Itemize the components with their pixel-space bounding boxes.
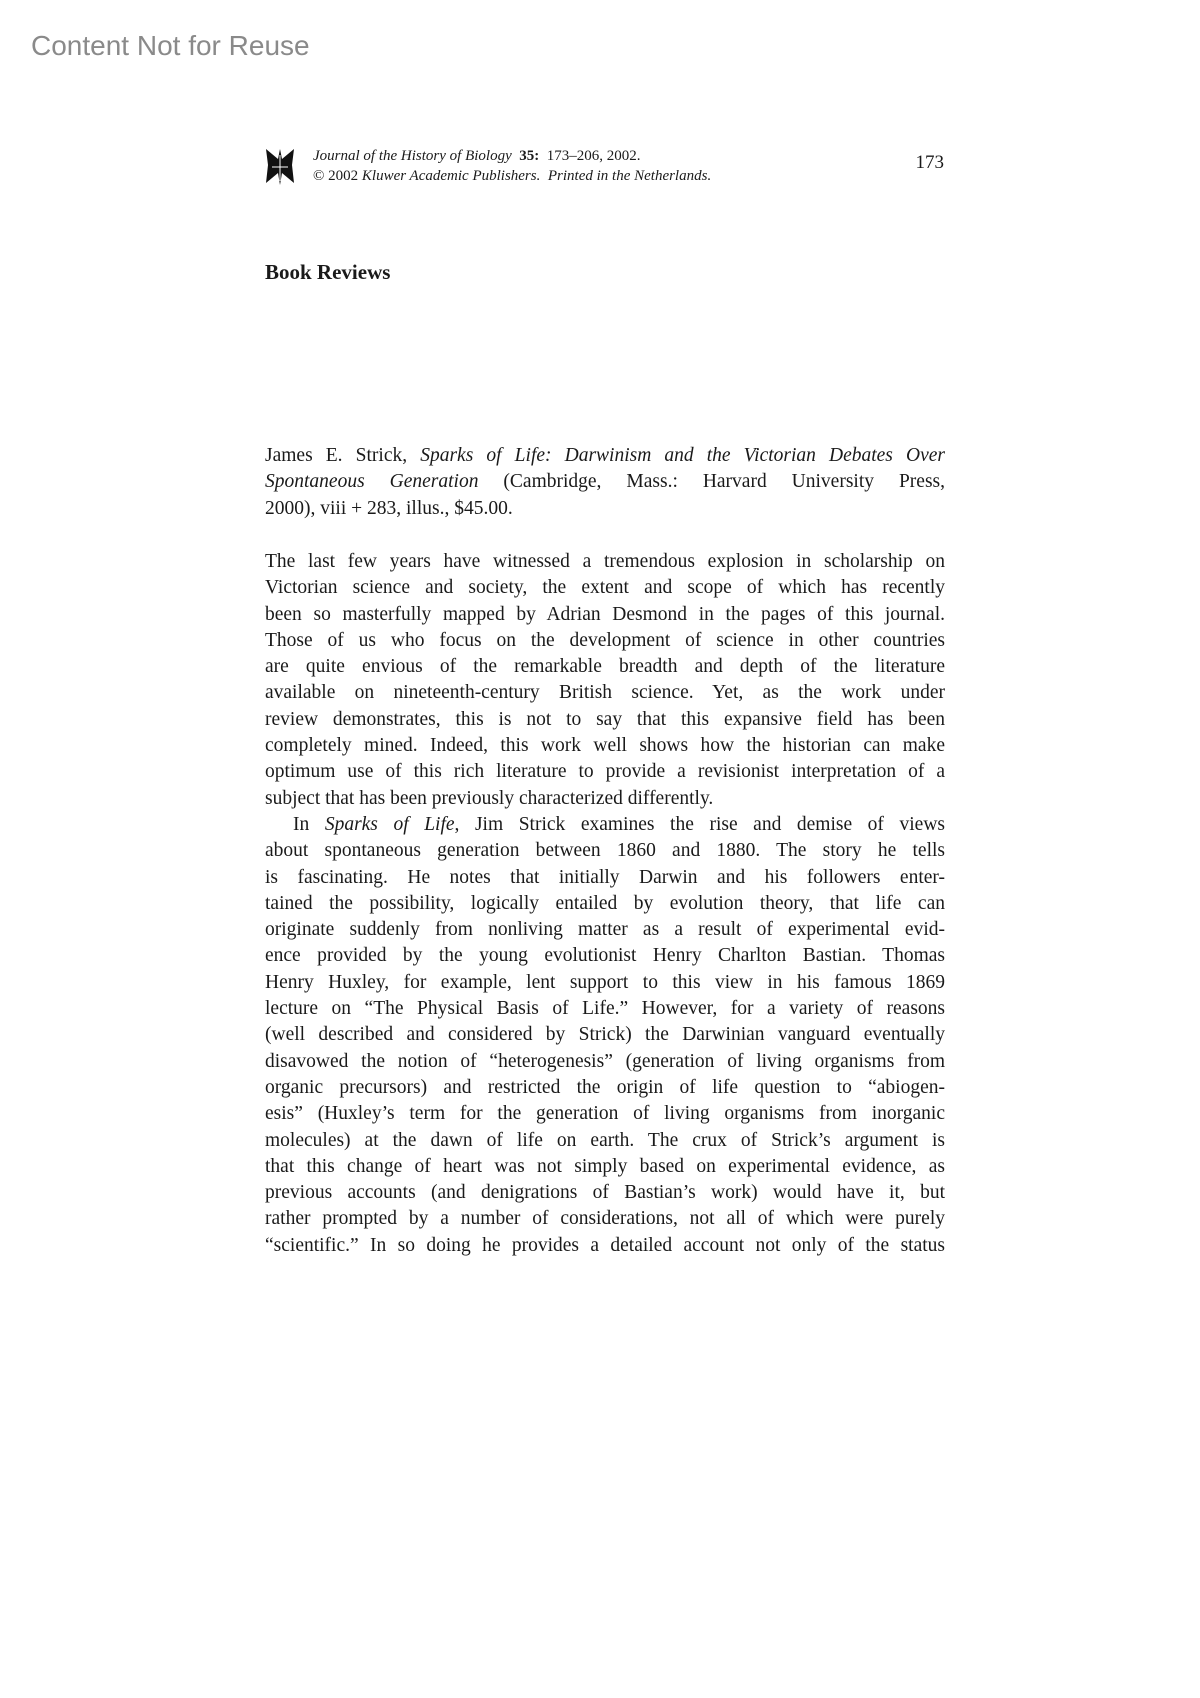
body-line — [265, 1154, 945, 1180]
body-line — [265, 1180, 945, 1206]
journal-name: Journal of the History of Biology — [313, 148, 512, 164]
text-segment: James E. Strick, — [265, 445, 421, 466]
page-number: 173 — [915, 152, 944, 173]
italic-text: Spontaneous Generation — [265, 471, 479, 493]
text-segment: In — [293, 813, 325, 835]
review-body — [265, 549, 945, 1259]
citation-line — [265, 496, 945, 522]
text-segment: , Jim Strick examines the rise and demise of views — [454, 813, 945, 835]
body-line — [265, 786, 945, 812]
body-line — [265, 654, 945, 680]
printed-in: Printed in the Netherlands. — [547, 168, 712, 184]
text-segment: organic precursors) and restricted the origin of life question to “abiogen- — [265, 1076, 945, 1098]
text-segment: disavowed the notion of “heterogenesis” (generation of living organisms from — [265, 1050, 945, 1072]
body-line — [265, 1233, 945, 1259]
text-segment: molecules) at the dawn of life on earth. The crux of Strick’s argument is — [265, 1129, 945, 1151]
text-segment: “scientific.” In so doing he provides a detailed account not only of the status — [265, 1234, 945, 1256]
body-line — [265, 970, 945, 996]
body-line — [265, 1101, 945, 1127]
text-segment: tained the possibility, logically entailed by evolution theory, that life can — [265, 892, 945, 914]
body-line — [265, 575, 945, 601]
publisher: Kluwer Academic Publishers. — [361, 168, 541, 184]
body-line — [265, 549, 945, 575]
text-segment: completely mined. Indeed, this work well shows how the historian can make — [265, 735, 945, 757]
text-segment: available on nineteenth-century British science. Yet, as the work under — [265, 682, 945, 704]
body-line — [265, 1049, 945, 1075]
text-segment: ence provided by the young evolutionist Henry Charlton Bastian. Thomas — [265, 945, 945, 967]
body-line — [265, 838, 945, 864]
body-line — [265, 602, 945, 628]
body-line — [265, 759, 945, 785]
pages: 173–206, 2002. — [546, 148, 641, 164]
italic-text: Sparks of Life: Darwinism and the Victorian Debates Over — [420, 445, 945, 466]
body-line — [265, 1128, 945, 1154]
text-segment: originate suddenly from nonliving matter as a result of experimental evid- — [265, 919, 945, 941]
body-line — [265, 891, 945, 917]
text-segment: review demonstrates, this is not to say that this expansive field has been — [265, 708, 945, 730]
body-line — [265, 733, 945, 759]
text-segment: esis” (Huxley’s term for the generation of living organisms from inorganic — [265, 1103, 945, 1125]
body-line — [265, 996, 945, 1022]
book-citation — [265, 443, 945, 522]
body-line — [265, 707, 945, 733]
body-line — [265, 1022, 945, 1048]
body-line — [265, 680, 945, 706]
text-segment: Those of us who focus on the development of science in other countries — [265, 629, 945, 651]
section-title: Book Reviews — [265, 260, 391, 284]
text-segment: been so masterfully mapped by Adrian Desmond in the pages of this journal. — [265, 603, 945, 625]
text-segment: Victorian science and society, the extent and scope of which has recently — [265, 577, 945, 599]
volume: 35: — [519, 148, 540, 164]
text-segment: are quite envious of the remarkable breadth and depth of the literature — [265, 656, 945, 678]
italic-text: Sparks of Life — [324, 813, 455, 835]
watermark: Content Not for Reuse — [31, 30, 310, 61]
text-segment: optimum use of this rich literature to provide a revisionist interpretation of a — [265, 761, 945, 783]
body-line — [265, 943, 945, 969]
citation-line — [265, 469, 945, 495]
text-segment: The last few years have witnessed a tremendous explosion in scholarship on — [265, 551, 945, 572]
body-line — [265, 1206, 945, 1232]
body-line — [265, 865, 945, 891]
text-segment: Henry Huxley, for example, lent support to this view in his famous 1869 — [265, 971, 945, 993]
text-segment: that this change of heart was not simply based on experimental evidence, as — [265, 1155, 945, 1177]
text-segment: rather prompted by a number of considerations, not all of which were purely — [265, 1208, 945, 1230]
copyright: © 2002 — [313, 168, 359, 184]
text-segment: 2000), viii + 283, illus., $45.00. — [265, 497, 513, 519]
publisher-logo-icon — [264, 145, 296, 187]
body-line — [265, 917, 945, 943]
journal-header — [313, 146, 711, 186]
text-segment: subject that has been previously characterized differently. — [265, 787, 714, 809]
body-line — [265, 1075, 945, 1101]
citation-line — [265, 443, 945, 469]
text-segment: (Cambridge, Mass.: Harvard University Press, — [478, 471, 945, 493]
text-segment: is fascinating. He notes that initially Darwin and his followers enter- — [265, 866, 945, 888]
text-segment: previous accounts (and denigrations of Bastian’s work) would have it, but — [265, 1182, 945, 1204]
text-segment: (well described and considered by Strick) the Darwinian vanguard eventually — [265, 1024, 945, 1046]
body-line — [265, 812, 945, 838]
body-line — [265, 628, 945, 654]
text-segment: lecture on “The Physical Basis of Life.” However, for a variety of reasons — [265, 998, 945, 1020]
text-segment: about spontaneous generation between 1860 and 1880. The story he tells — [265, 840, 945, 862]
